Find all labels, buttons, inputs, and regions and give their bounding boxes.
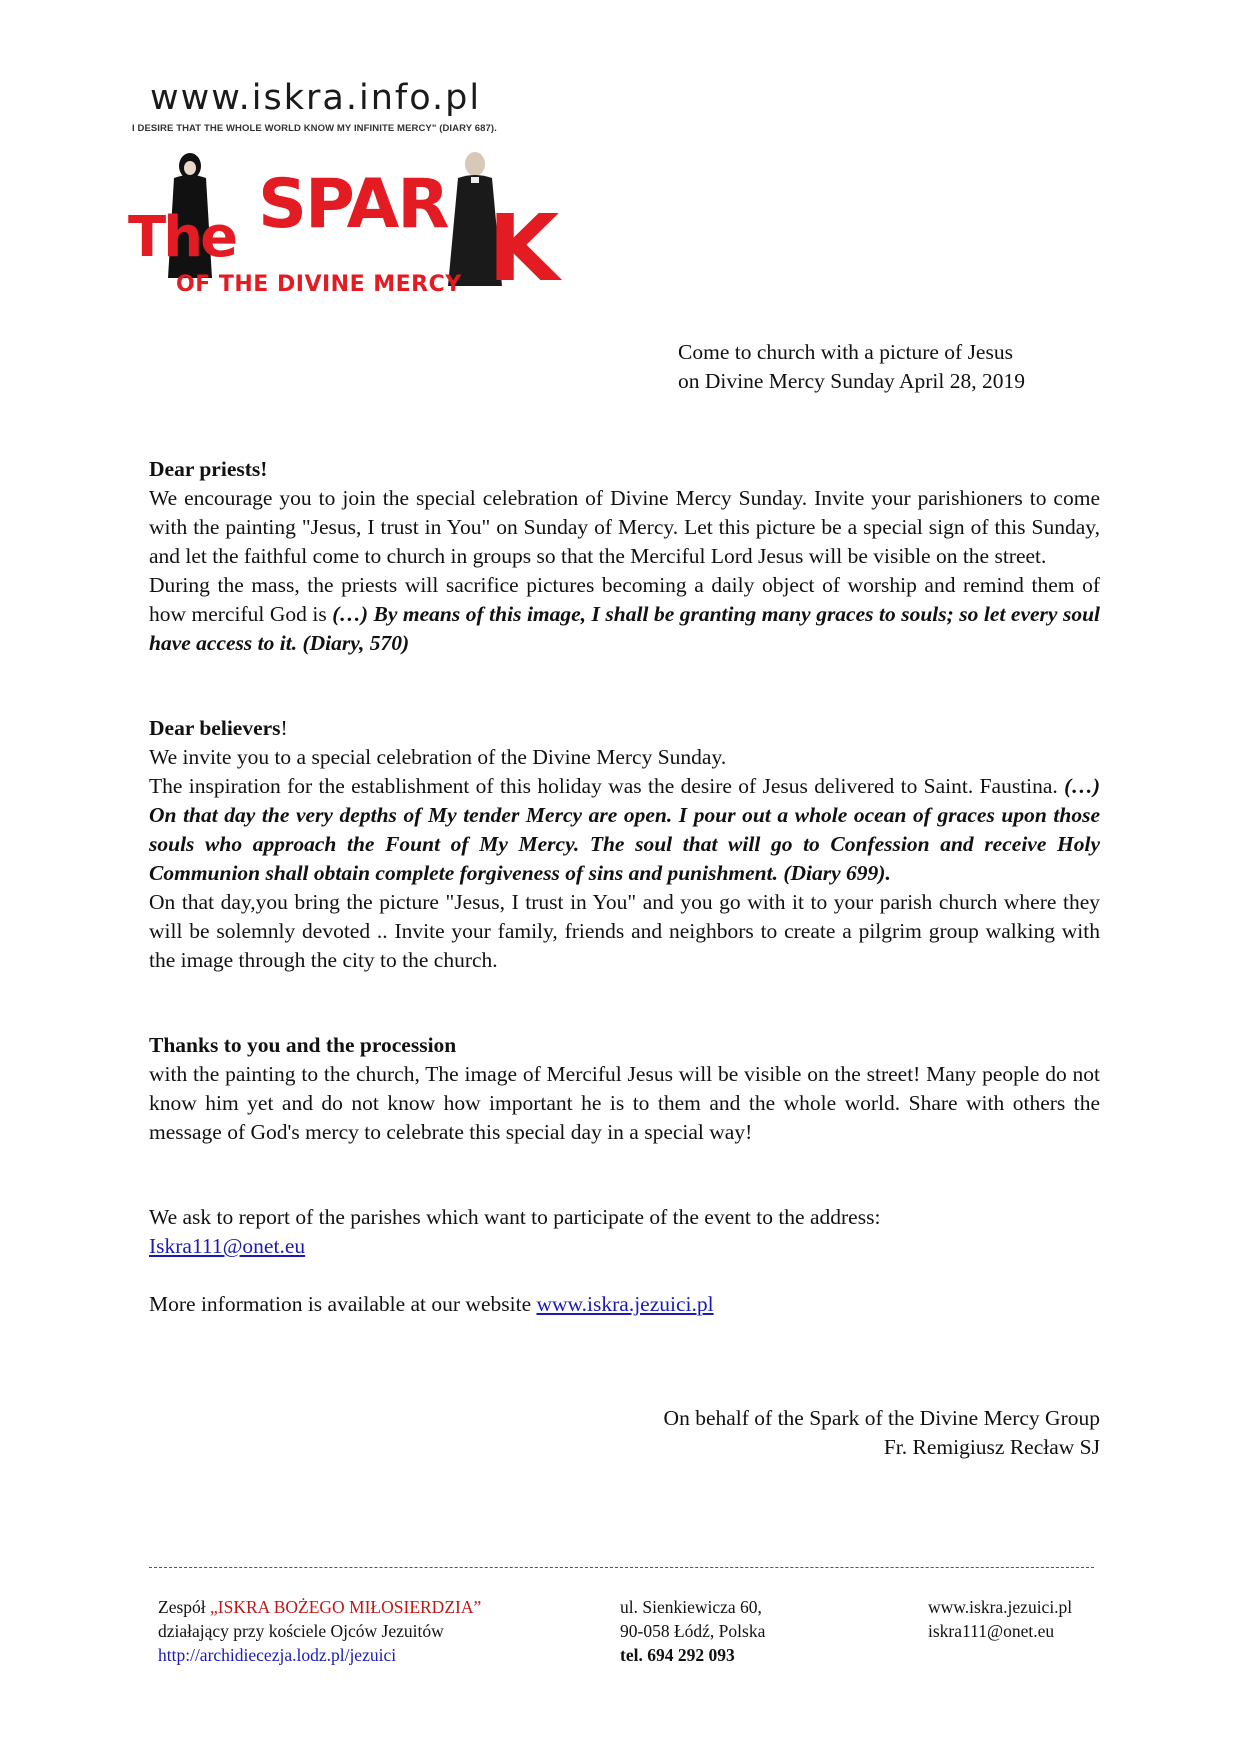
- signature-line-1: On behalf of the Spark of the Divine Mercy Group: [663, 1406, 1100, 1430]
- footer-contact: [928, 1595, 1072, 1643]
- procession-paragraph: with the painting to the church, The image of Merciful Jesus will be visible on the street! Many people do not know him yet and do not know how important he is to them and the whole world. Share with others the message of God's mercy to celebrate this special day in a special way!: [149, 1062, 1100, 1144]
- intro-line-1: Come to church with a picture of Jesus: [678, 340, 1013, 364]
- footer-divider: [149, 1567, 1094, 1568]
- believers-paragraph-1: We invite you to a special celebration of the Divine Mercy Sunday.: [149, 745, 727, 769]
- footer-phone: tel. 694 292 093: [620, 1645, 735, 1665]
- signature-line-2: Fr. Remigiusz Recław SJ: [883, 1435, 1100, 1459]
- footer-website[interactable]: www.iskra.jezuici.pl: [928, 1597, 1073, 1617]
- footer-street: ul. Sienkiewicza 60,: [620, 1597, 762, 1617]
- priests-paragraph-2: [149, 571, 1100, 658]
- priests-quote: (…) By means of this image, I shall be granting many graces to souls; so let every soul have access to it. (Diary, 570): [149, 602, 1100, 655]
- believers-heading-mark: !: [280, 716, 288, 740]
- footer-org-link[interactable]: http://archidiecezja.lodz.pl/jezuici: [158, 1645, 397, 1665]
- intro-line-2: on Divine Mercy Sunday April 28, 2019: [678, 368, 1025, 393]
- believers-paragraph-3: On that day,you bring the picture "Jesus, I trust in You" and you go with it to your parish church where they will be solemnly devoted .. Invite your family, friends and neighbors to create a pilgrim group walking with the image through the city to the church.: [149, 890, 1100, 972]
- believers-heading: Dear believers: [149, 716, 281, 740]
- priests-paragraph-2-text: During the mass, the priests will sacrifice pictures becoming a daily object of worship and remind them of how merciful God is: [149, 573, 1100, 626]
- believers-paragraph-2: [149, 772, 1100, 888]
- priests-section: [149, 455, 1100, 658]
- report-email-link[interactable]: Iskra111@onet.eu: [149, 1234, 306, 1258]
- intro: [678, 338, 1025, 395]
- footer-organization: [158, 1595, 481, 1667]
- footer-address: [620, 1595, 765, 1667]
- footer-group-name: „ISKRA BOŻEGO MIŁOSIERDZIA”: [210, 1597, 482, 1617]
- logo-word-k: K: [488, 195, 560, 302]
- procession-section: [149, 1031, 1100, 1147]
- procession-heading: Thanks to you and the procession: [149, 1033, 457, 1057]
- logo-word-the: The: [128, 205, 236, 270]
- footer-email[interactable]: iskra111@onet.eu: [928, 1621, 1055, 1641]
- signature: [664, 1404, 1100, 1462]
- site-url: www.iskra.info.pl: [150, 78, 482, 118]
- footer-org-prefix: Zespół: [158, 1597, 211, 1617]
- logo-subtitle: OF THE DIVINE MERCY: [176, 272, 462, 297]
- footer-city: 90-058 Łódź, Polska: [620, 1621, 766, 1641]
- report-section: [149, 1203, 1100, 1261]
- believers-paragraph-2-text: The inspiration for the establishment of this holiday was the desire of Jesus delivered to Saint. Faustina.: [149, 774, 1065, 798]
- website-link[interactable]: www.iskra.jezuici.pl: [536, 1292, 714, 1316]
- priests-heading: Dear priests!: [149, 457, 268, 481]
- more-info-section: [149, 1290, 1100, 1319]
- footer-org-line-2: działający przy kościele Ojców Jezuitów: [158, 1621, 444, 1641]
- priests-paragraph-1: We encourage you to join the special celebration of Divine Mercy Sunday. Invite your parishioners to come with the painting "Jesus, I trust in You" on Sunday of Mercy. Let this picture be a special sign of this Sunday, and let the faithful come to church in groups so that the Merciful Lord Jesus will be visible on the street.: [149, 486, 1100, 568]
- believers-section: [149, 714, 1100, 975]
- tagline: I DESIRE THAT THE WHOLE WORLD KNOW MY INFINITE MERCY" (DIARY 687).: [132, 123, 497, 134]
- more-info-text: More information is available at our website: [149, 1292, 537, 1316]
- logo-word-spar: SPAR: [258, 165, 448, 244]
- believers-quote: (…) On that day the very depths of My tender Mercy are open. I pour out a whole ocean of graces upon those souls who approach the Fount of My Mercy. The soul that will go to Confession and receive Holy Communion shall obtain complete forgiveness of sins and punishment. (Diary 699).: [149, 774, 1100, 885]
- believers-heading-line: [149, 714, 1100, 743]
- report-text: We ask to report of the parishes which want to participate of the event to the address:: [149, 1205, 881, 1229]
